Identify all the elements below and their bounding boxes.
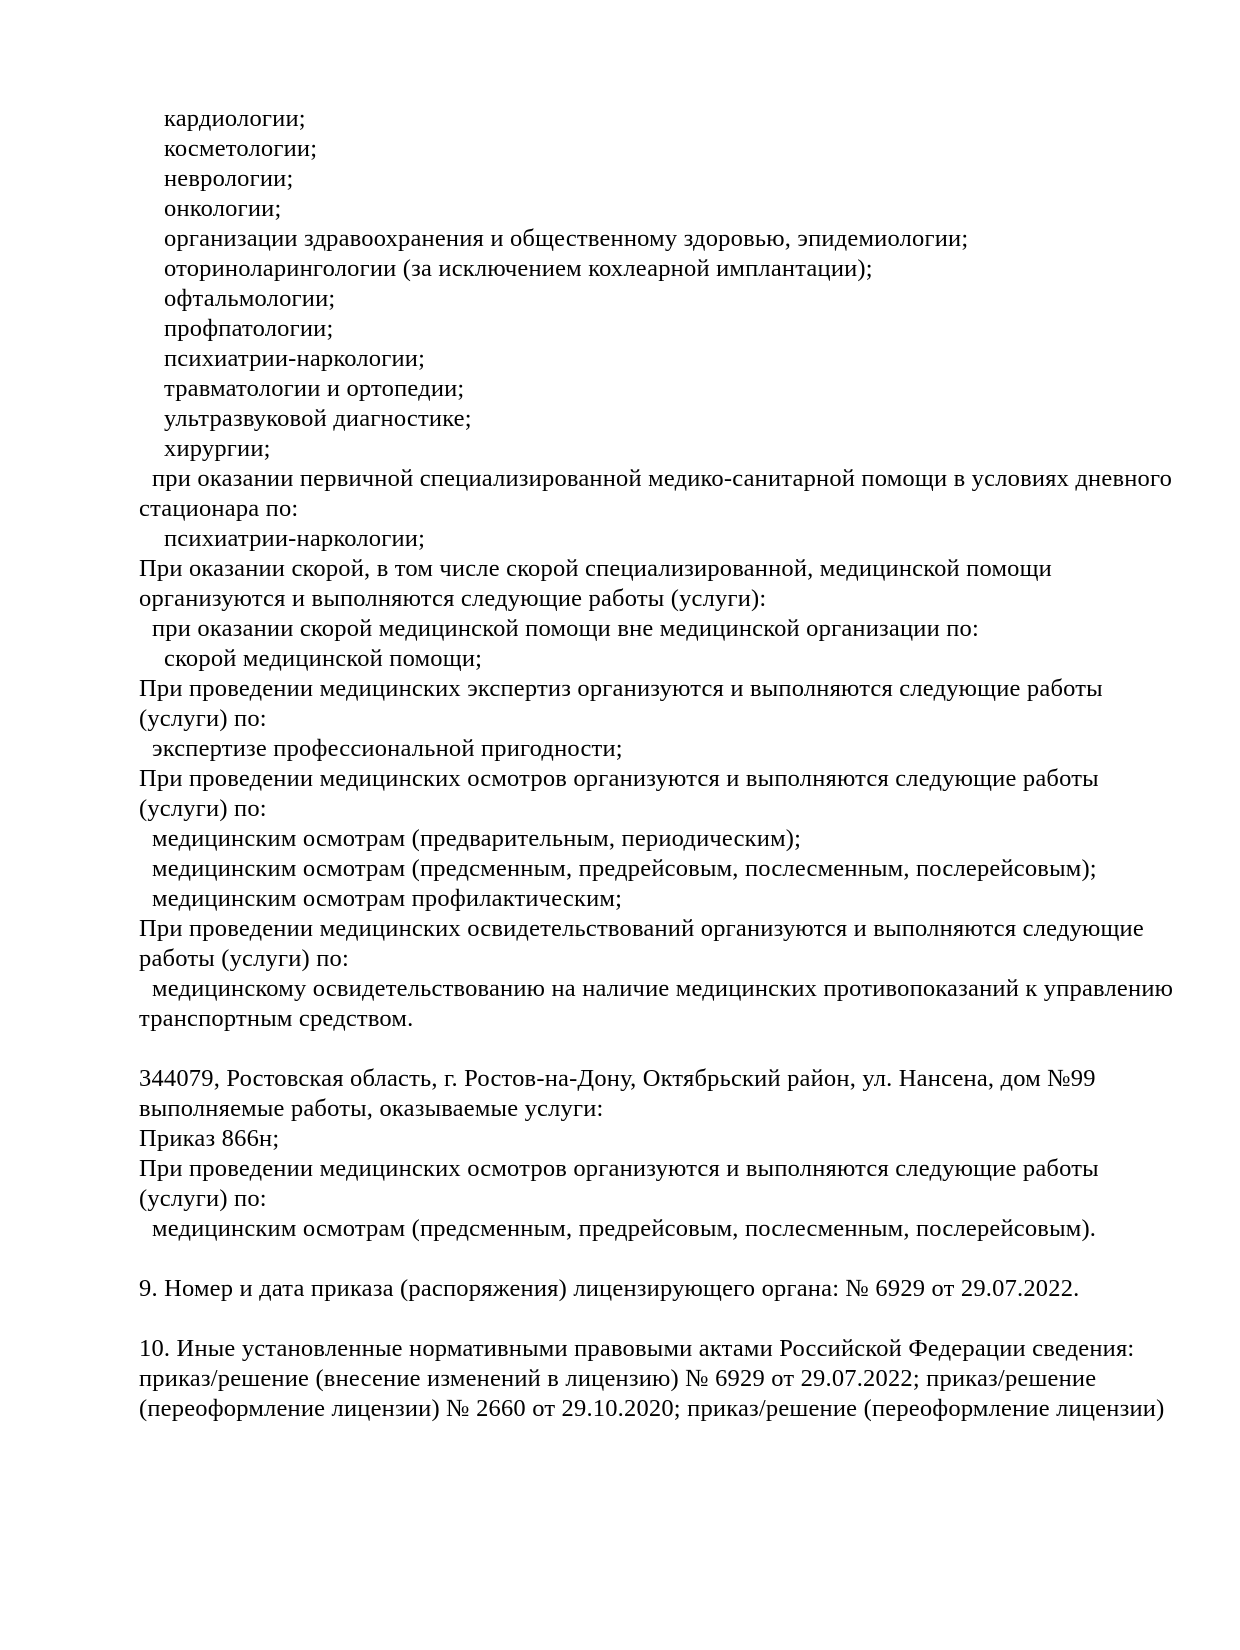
text-line: скорой медицинской помощи; xyxy=(164,645,483,672)
text-line: ультразвуковой диагностике; xyxy=(164,405,472,432)
blank-line xyxy=(139,1244,1210,1274)
text-line: при оказании первичной специализированной медико-санитарной помощи в условиях дневного xyxy=(152,465,1173,492)
text-line: неврологии; xyxy=(164,165,294,192)
blank-line xyxy=(139,1034,1210,1064)
text-line: кардиологии; xyxy=(164,105,306,132)
text-line: хирургии; xyxy=(164,435,271,462)
text-line: (переоформление лицензии) № 2660 от 29.10.2020; приказ/решение (переоформление лицензии) xyxy=(139,1395,1165,1422)
text-line: психиатрии-наркологии; xyxy=(164,345,426,372)
text-line: психиатрии-наркологии; xyxy=(164,525,426,552)
text-line: косметологии; xyxy=(164,135,318,162)
text-line: работы (услуги) по: xyxy=(139,945,349,972)
text-line: медицинскому освидетельствованию на наличие медицинских противопоказаний к управлению xyxy=(152,975,1174,1002)
text-line: травматологии и ортопедии; xyxy=(164,375,465,402)
text-line: При оказании скорой, в том числе скорой специализированной, медицинской помощи xyxy=(139,555,1052,582)
text-line: онкологии; xyxy=(164,195,282,222)
text-line: стационара по: xyxy=(139,495,299,522)
text-line: 344079, Ростовская область, г. Ростов-на-Дону, Октябрьский район, ул. Нансена, дом №99 xyxy=(139,1065,1096,1092)
text-line: (услуги) по: xyxy=(139,795,267,822)
text-line: при оказании скорой медицинской помощи вне медицинской организации по: xyxy=(152,615,980,642)
text-line: (услуги) по: xyxy=(139,705,267,732)
blank-line xyxy=(139,1304,1210,1334)
text-line: выполняемые работы, оказываемые услуги: xyxy=(139,1095,604,1122)
document-text-block xyxy=(139,104,1210,1424)
text-line: 9. Номер и дата приказа (распоряжения) лицензирующего органа: № 6929 от 29.07.2022. xyxy=(139,1275,1080,1302)
text-line: медицинским осмотрам (предсменным, предрейсовым, послесменным, послерейсовым); xyxy=(152,855,1097,882)
text-line: При проведении медицинских осмотров организуются и выполняются следующие работы xyxy=(139,1155,1099,1182)
text-line: Приказ 866н; xyxy=(139,1125,280,1152)
text-line: медицинским осмотрам профилактическим; xyxy=(152,885,623,912)
text-line: офтальмологии; xyxy=(164,285,336,312)
text-line: профпатологии; xyxy=(164,315,334,342)
text-line: медицинским осмотрам (предсменным, предрейсовым, послесменным, послерейсовым). xyxy=(152,1215,1097,1242)
text-line: медицинским осмотрам (предварительным, периодическим); xyxy=(152,825,802,852)
text-line: оториноларингологии (за исключением кохлеарной имплантации); xyxy=(164,255,873,282)
text-line: (услуги) по: xyxy=(139,1185,267,1212)
text-line: 10. Иные установленные нормативными правовыми актами Российской Федерации сведения: xyxy=(139,1335,1135,1362)
text-line: организуются и выполняются следующие работы (услуги): xyxy=(139,585,767,612)
text-line: организации здравоохранения и общественному здоровью, эпидемиологии; xyxy=(164,225,969,252)
text-line: транспортным средством. xyxy=(139,1005,414,1032)
text-line: приказ/решение (внесение изменений в лицензию) № 6929 от 29.07.2022; приказ/решение xyxy=(139,1365,1097,1392)
text-line: При проведении медицинских освидетельствований организуются и выполняются следующие xyxy=(139,915,1144,942)
text-line: экспертизе профессиональной пригодности; xyxy=(152,735,623,762)
text-line: При проведении медицинских осмотров организуются и выполняются следующие работы xyxy=(139,765,1099,792)
text-line: При проведении медицинских экспертиз организуются и выполняются следующие работы xyxy=(139,675,1103,702)
